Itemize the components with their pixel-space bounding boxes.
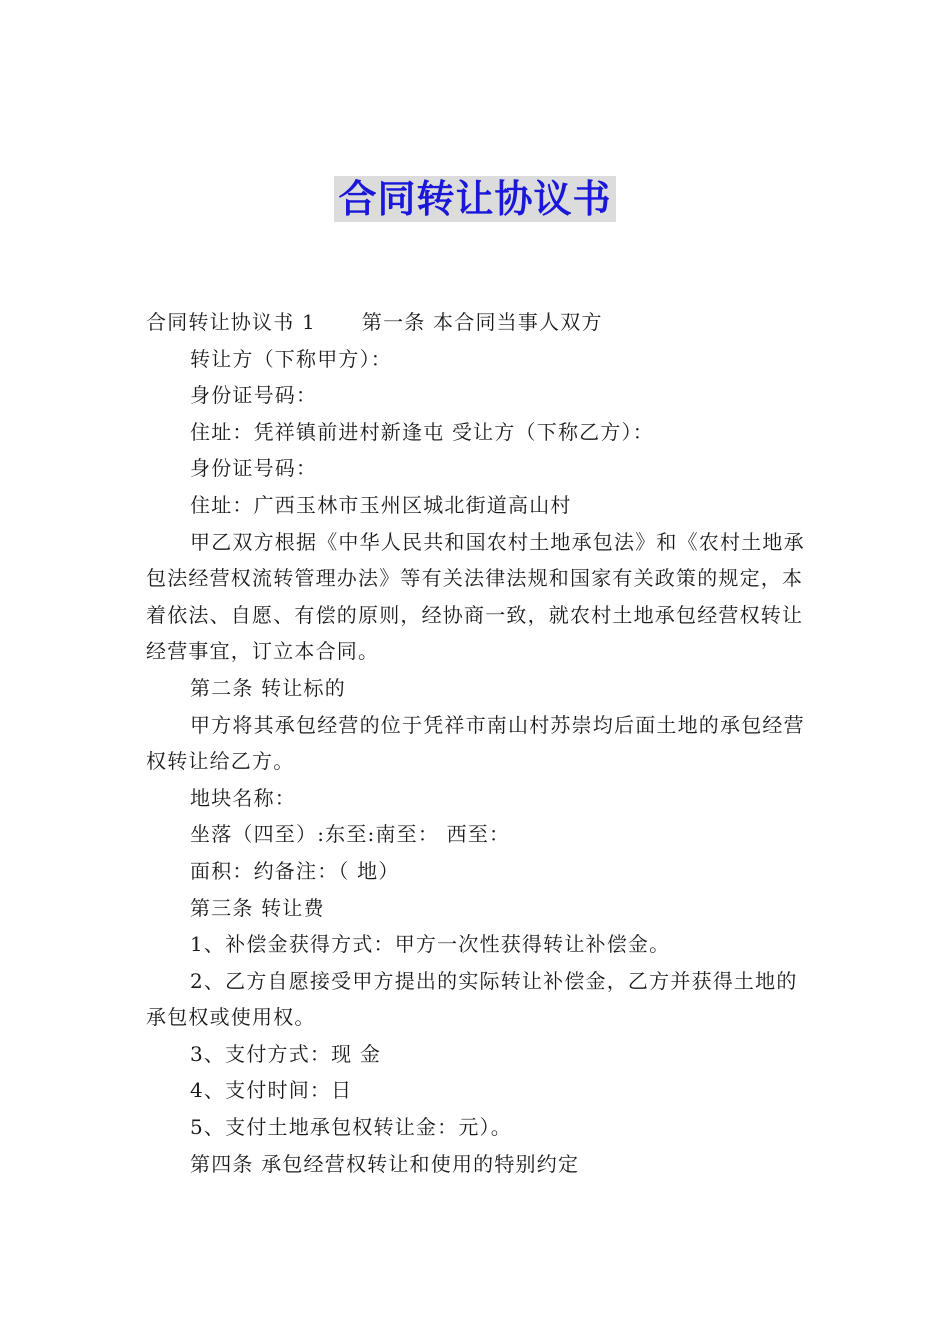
paragraph-article-2-body: 甲方将其承包经营的位于凭祥市南山村苏崇均后面土地的承包经营权转让给乙方。 (146, 712, 805, 774)
document-title: 合同转让协议书 (334, 176, 615, 222)
paragraph-address-a: 住址：凭祥镇前进村新逢屯 受让方（下称乙方）： (190, 419, 654, 444)
paragraph-article-4-heading: 第四条 承包经营权转让和使用的特别约定 (190, 1151, 580, 1176)
paragraph-item-3: 3、支付方式：现 金 (190, 1041, 382, 1066)
document-body (146, 304, 806, 1182)
first-line-right: 第一条 本合同当事人双方 (361, 310, 603, 334)
paragraph-item-5: 5、支付土地承包权转让金：元）。 (190, 1115, 512, 1140)
paragraph-preamble: 甲乙双方根据《中华人民共和国农村土地承包法》和《农村土地承包法经营权流转管理办法》等有关法律法规和国家有关政策的规定，本着依法、自愿、有偿的原则，经协商一致，就农村土地承包经营权转让经营事宜，订立本合同。 (146, 529, 805, 664)
paragraph-id-number-a: 身份证号码： (190, 383, 318, 408)
paragraph-plot-name: 地块名称： (190, 785, 296, 810)
paragraph-id-number-b: 身份证号码： (190, 456, 318, 481)
paragraph-item-2: 2、乙方自愿接受甲方提出的实际转让补偿金，乙方并获得土地的承包权或使用权。 (146, 968, 798, 1030)
first-line-left: 合同转让协议书 1 (146, 310, 316, 334)
paragraph-boundaries: 坐落（四至）:东至:南至： 西至： (190, 822, 511, 847)
paragraph-transferor: 转让方（下称甲方）： (190, 346, 392, 371)
paragraph-item-1: 1、补偿金获得方式：甲方一次性获得转让补偿金。 (190, 932, 671, 957)
paragraph-item-4: 4、支付时间：日 (190, 1078, 353, 1103)
paragraph-article-3-heading: 第三条 转让费 (190, 895, 325, 920)
title-container (0, 176, 950, 222)
paragraph-address-b: 住址：广西玉林市玉州区城北街道高山村 (190, 492, 572, 517)
first-line (146, 304, 806, 341)
paragraph-article-2-heading: 第二条 转让标的 (190, 675, 346, 700)
paragraph-area: 面积：约备注：（ 地） (190, 858, 400, 883)
